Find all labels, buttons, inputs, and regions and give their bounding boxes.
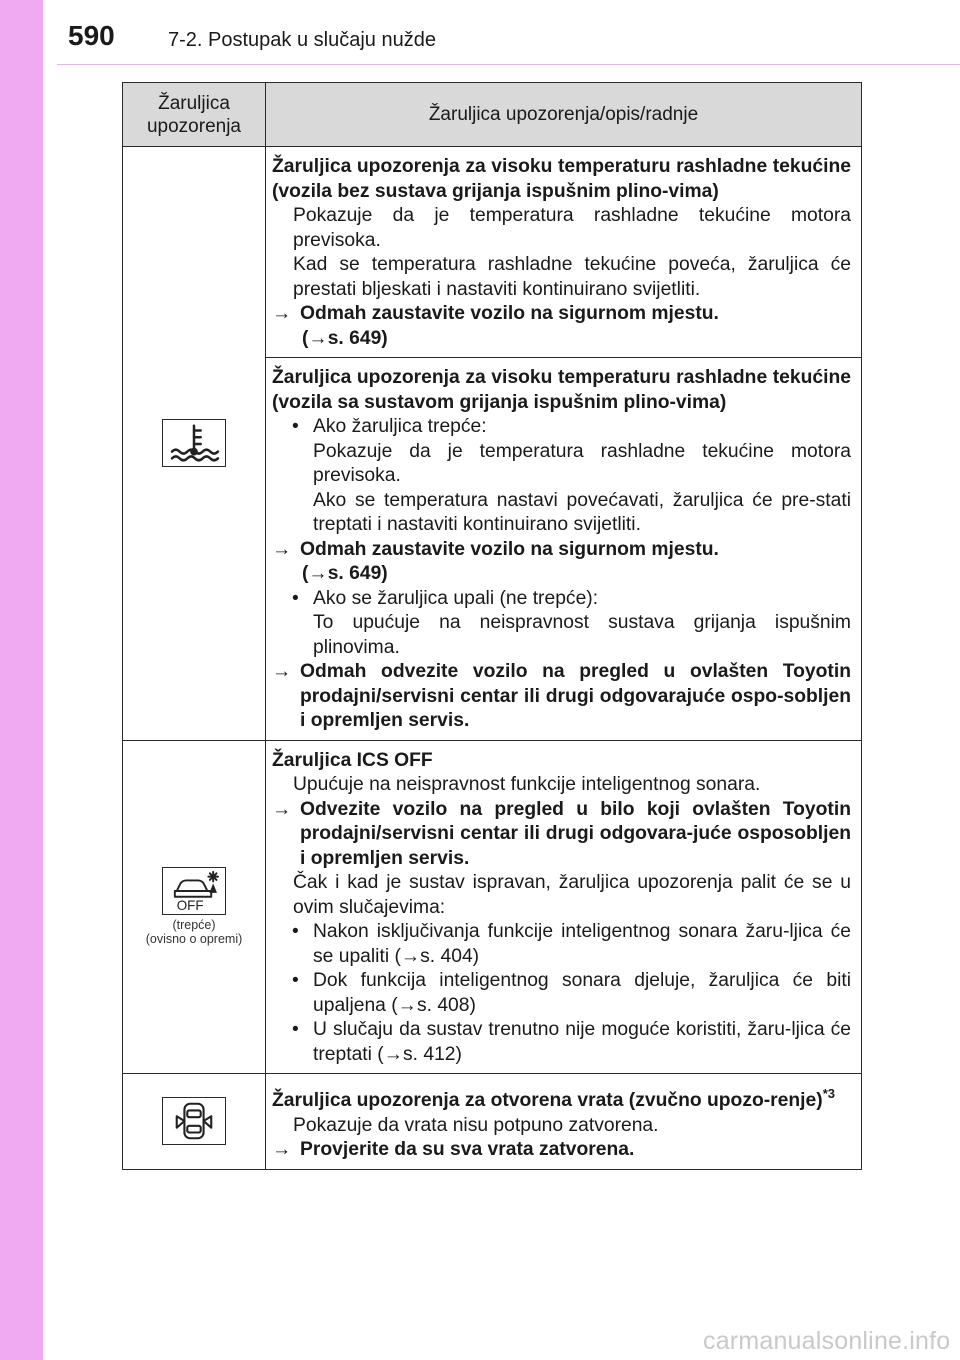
row2-title: Žaruljica upozorenja za visoku temperaturu rashladne tekućine (vozila sa sustavom grijanja ispušnim plino-vima) <box>272 367 851 413</box>
table-row <box>123 740 862 1074</box>
row3-title: Žaruljica ICS OFF <box>272 749 433 771</box>
table-header-row <box>123 83 862 147</box>
row3-desc1: Upućuje na neispravnost funkcije inteligentnog sonara. <box>293 774 761 795</box>
page-number: 590 <box>68 20 115 51</box>
row3-action: → Odvezite vozilo na pregled u bilo koji ovlašten Toyotin prodajni/servisni centar ili drugi odgovara-juće osposobljen i opremljen servis. <box>272 798 851 869</box>
arrow-icon: → <box>272 798 292 820</box>
icon-caption-blinking: (trepće) <box>172 918 216 933</box>
header-divider <box>57 64 960 65</box>
section-title: 7-2. Postupak u slučaju nužde <box>168 29 436 51</box>
row3-desc2: Čak i kad je sustav ispravan, žaruljica upozorenja palit će se u ovim slučajevima: <box>293 872 851 918</box>
open-door-icon <box>162 1097 226 1145</box>
arrow-icon: → <box>272 661 292 682</box>
icon-caption-equipment: (ovisno o opremi) <box>145 932 243 947</box>
row1-title: Žaruljica upozorenja za visoku temperaturu rashladne tekućine (vozila bez sustava grijanja ispušnim plino-vima) <box>272 156 851 202</box>
row3-bullet2: • Dok funkcija inteligentnog sonara djeluje, žaruljica će biti upaljena (→s. 408) <box>292 970 851 1016</box>
arrow-icon: → <box>272 303 292 324</box>
icon-cell-ics <box>123 740 266 1074</box>
row1-desc2: Kad se temperatura rashladne tekućine poveća, žaruljica će prestati bljeskati i nastaviti kontinuirano svijetliti. <box>293 254 851 300</box>
ics-off-icon <box>162 867 226 915</box>
row2-content <box>266 358 862 741</box>
col1-header: Žaruljica upozorenja <box>123 83 266 147</box>
row2-action1-ref: (→s. 649) <box>302 563 388 584</box>
row4-action: → Provjerite da su sva vrata zatvorena. <box>272 1138 851 1163</box>
svg-text:OFF: OFF <box>176 898 204 914</box>
row1-action: → Odmah zaustavite vozilo na sigurnom mjestu. <box>272 302 851 327</box>
row2-bullet1: • Ako žaruljica trepće: <box>292 416 487 437</box>
row4-desc1: Pokazuje da vrata nisu potpuno zatvorena. <box>293 1114 659 1136</box>
icon-cell-coolant <box>123 147 266 741</box>
arrow-icon: → <box>272 1139 292 1160</box>
row2-bullet1-desc2: Ako se temperatura nastavi povećavati, žaruljica će pre-stati treptati i nastaviti kontinuirano svijetliti. <box>313 489 851 535</box>
table-row <box>123 147 862 358</box>
row4-content <box>266 1074 862 1170</box>
table-row <box>123 1074 862 1170</box>
chapter-tab-strip <box>0 0 43 1360</box>
col2-header: Žaruljica upozorenja/opis/radnje <box>266 83 862 147</box>
coolant-temperature-icon <box>162 419 226 467</box>
icon-cell-door <box>123 1074 266 1170</box>
row2-action1: → Odmah zaustavite vozilo na sigurnom mjestu. <box>272 538 851 563</box>
row3-bullet3: • U slučaju da sustav trenutno nije moguće koristiti, žaru-ljica će treptati (→s. 412) <box>292 1019 851 1065</box>
warning-lights-table <box>122 82 862 1170</box>
row4-title: Žaruljica upozorenja za otvorena vrata (zvučno upozo-renje)$^{*3}$ <box>272 1086 835 1111</box>
row2-action2: → Odmah odvezite vozilo na pregled u ovlašten Toyotin prodajni/servisni centar ili drugi odgovarajuće ospo-sobljen i opremljen servis. <box>272 661 851 731</box>
footnote-marker: *3 <box>822 1086 835 1101</box>
watermark: carmanualsonline.info <box>703 1327 951 1355</box>
row2-bullet2: • Ako se žaruljica upali (ne trepće): <box>292 587 599 609</box>
row1-desc1: Pokazuje da je temperatura rashladne tekućine motora previsoka. <box>293 205 851 251</box>
row2-bullet2-desc: To upućuje na neispravnost sustava grijanja ispušnim plinovima. <box>313 612 851 658</box>
row2-bullet1-desc1: Pokazuje da je temperatura rashladne tekućine motora previsoka. <box>313 440 851 486</box>
row1-action-ref: (→s. 649) <box>302 327 388 349</box>
arrow-icon: → <box>272 538 292 560</box>
row3-bullet1: • Nakon isključivanja funkcije inteligentnog sonara žaru-ljica će se upaliti (→s. 404) <box>292 921 851 967</box>
row3-content <box>266 740 862 1074</box>
row1-content <box>266 147 862 358</box>
